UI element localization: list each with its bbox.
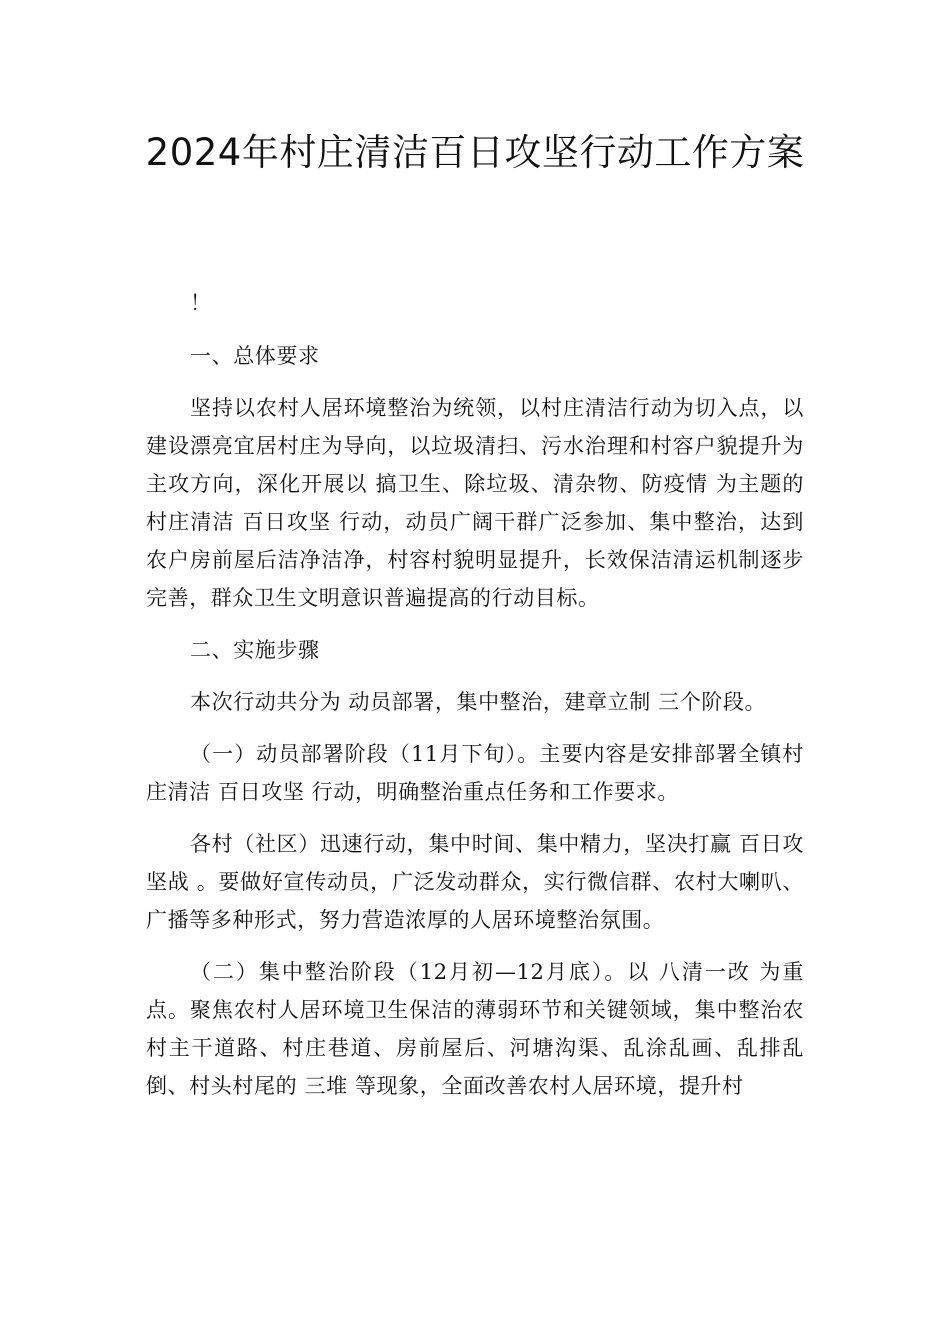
document-body	[146, 284, 804, 1119]
document-title: 2024年村庄清洁百日攻坚行动工作方案	[145, 131, 805, 174]
paragraph-general-requirements: 坚持以农村人居环境整治为统领，以村庄清洁行动为切入点，以建设漂亮宜居村庄为导向，以垃圾清扫、污水治理和村容户貌提升为主攻方向，深化开展以 搞卫生、除垃圾、清杂物、防疫情 为主题的村庄清洁 百日攻坚 行动，动员广阔干群广泛参加、集中整治，达到农户房前屋后洁净洁净，村容村貌明显提升，长效保洁清运机制逐步完善，群众卫生文明意识普遍提高的行动目标。	[146, 396, 804, 610]
section-heading-general-requirements: 一、总体要求	[190, 344, 320, 368]
section-heading-implementation-steps: 二、实施步骤	[190, 638, 320, 662]
paragraph-stage-two: （二）集中整治阶段（12月初—12月底）。以 八清一改 为重点。聚焦农村人居环境卫生保洁的薄弱环节和关键领域，集中整治农村主干道路、村庄巷道、房前屋后、河塘沟渠、乱涂乱画、乱排乱倒、村头村尾的 三堆 等现象，全面改善农村人居环境，提升村	[146, 960, 804, 1098]
paragraph-stage-one: （一）动员部署阶段（11月下旬）。主要内容是安排部署全镇村庄清洁 百日攻坚 行动，明确整治重点任务和工作要求。	[146, 742, 804, 804]
paragraph-three-stages: 本次行动共分为 动员部署，集中整治，建章立制 三个阶段。	[190, 690, 767, 714]
paragraph-village-action: 各村（社区）迅速行动，集中时间、集中精力，坚决打赢 百日攻坚战 。要做好宣传动员，广泛发动群众，实行微信群、农村大喇叭、广播等多种形式，努力营造浓厚的人居环境整治氛围。	[146, 832, 804, 932]
exclamation-mark: ！	[190, 291, 212, 315]
